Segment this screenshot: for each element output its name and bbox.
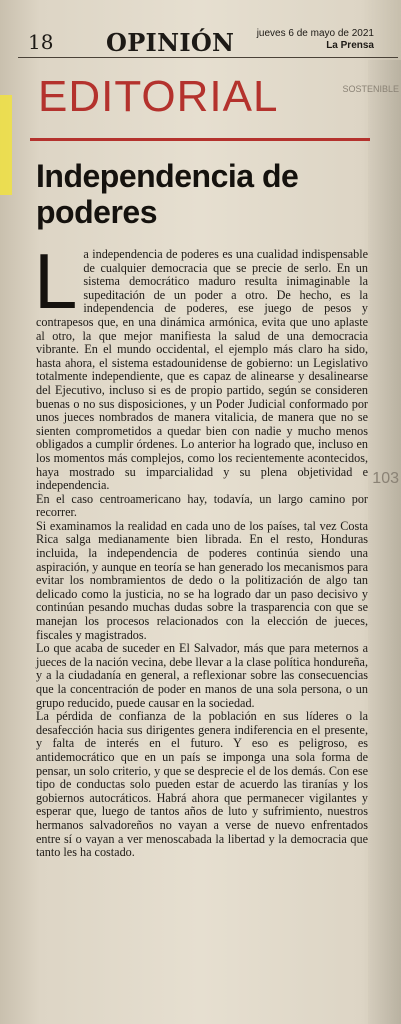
section-title: OPINIÓN [106,28,235,57]
article-headline: Independencia de poderes [36,158,299,230]
newspaper-name: La Prensa [326,40,374,51]
article-paragraph [34,237,368,493]
paragraph-text: a independencia de poderes es una cualidad indispensable de cualquier democracia que se precie de serlo. En un sistema democrático maduro resulta inimaginable la supeditación de un poder a otro. De hecho, es la independencia de poderes, ese juego de pesos y contrapesos que, en una dinámica armónica, evita que uno aplaste al otro, la que mejor manifiesta la salud de una democracia vibrante. En el mundo occidental, el ejemplo más claro ha sido, hasta ahora, el sistema estadounidense de gobierno: un Legislativo totalmente independiente, que es capaz de alinearse y desalinearse del Ejecutivo, incluso si es de propio partido, según se consideren buenas o no sus disposiciones, y un Poder Judicial conformado por unos jueces nombrados de manera vitalicia, de manera que no se sienten comprometidos a quedar bien con nadie y mucho menos obligados a cumplir órdenes. Lo anterior ha logrado que, incluso en los momentos más complejos, como los recientemente acontecidos, haya mostrado su imparcialidad y su plena objetividad e independencia. [36,247,368,493]
page-header [18,27,398,58]
article-body [34,237,368,860]
page-number: 18 [28,30,54,54]
article-paragraph: Lo que acaba de suceder en El Salvador, más que para meternos a jueces de la nación vecina, debe llevar a la clase política hondureña, y a la ciudadanía en general, a reflexionar sobre las consecuencias que la concentración de poder en manos de una sola persona, o un grupo reducido, puede causar en la sociedad. [36,641,368,710]
kicker-rule [30,138,370,141]
article-kicker: EDITORIAL [38,72,279,121]
editorial-article [30,72,370,1002]
highlight-tab [0,95,12,195]
article-paragraph: En el caso centroamericano hay, todavía, un largo camino por recorrer. [36,491,368,520]
bleed-text: SOSTENIBLE [342,84,399,94]
article-paragraph: La pérdida de confianza de la población en sus líderes o la desafección hacia sus dirigentes genera indiferencia en el presente, y falta de interés en el futuro. Y eso es peligroso, es antidemocrático que en un país se imponga una sola forma de pensar, un solo criterio, y que se desprecie el de los demás. Con ese tipo de conductas solo pueden estar de acuerdo las tiranías y los gobiernos autocráticos. Habrá ahora que permanecer vigilantes y esperar que, luego de tantos años de luto y sufrimiento, nuestros hermanos salvadoreños no vayan a verse de nuevo enfrentados entre sí o vayan a ver menoscabada la libertad y la democracia que tanto les ha costado. [36,709,368,860]
adjacent-page-bleed [342,60,401,1024]
article-paragraph: Si examinamos la realidad en cada uno de los países, tal vez Costa Rica salga medianamente bien librada. En el resto, Honduras incluida, la independencia de poderes continúa siendo una aspiración, y aunque en teoría se han generado los mecanismos para evitar los nombramientos de dedo o la politización de algo tan delicado como la justicia, no se ha logrado dar un paso decisivo y continúan pesando muchas dudas sobre la trasparencia con que se manejan los procesos relacionados con la elección de jueces, fiscales y magistrados. [36,518,368,642]
drop-cap: L [34,237,78,325]
issue-date: jueves 6 de mayo de 2021 [256,28,374,39]
bleed-text: 103 [372,470,399,487]
